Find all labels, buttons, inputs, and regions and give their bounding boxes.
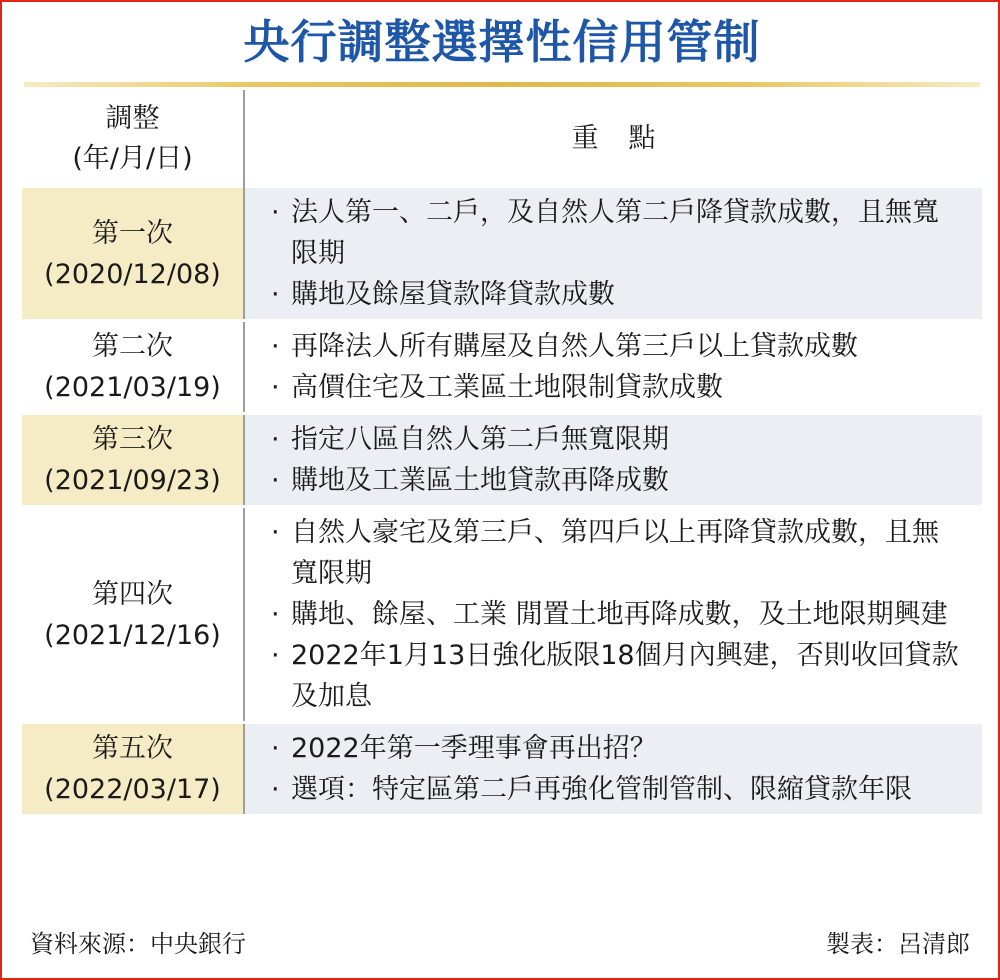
table-row bbox=[22, 188, 982, 321]
round-label: 第三次 bbox=[92, 424, 173, 455]
data-source-credit: 資料來源：中央銀行 bbox=[30, 930, 246, 958]
date-cell bbox=[22, 188, 244, 321]
header-date-format: (年/月/日) bbox=[72, 143, 193, 174]
round-date: (2021/03/19) bbox=[44, 372, 221, 403]
points-cell bbox=[244, 188, 982, 321]
list-item bbox=[271, 326, 962, 367]
list-item bbox=[271, 769, 962, 810]
bullet: · bbox=[271, 372, 280, 403]
list-item bbox=[271, 594, 962, 635]
point-text: 自然人豪宅及第三戶、第四戶以上再降貸款成數，且無寬限期 bbox=[291, 517, 939, 589]
round-date: (2020/12/08) bbox=[44, 258, 221, 290]
header-adjustment-label: 調整 bbox=[105, 103, 160, 134]
round-date: (2022/03/17) bbox=[44, 774, 221, 805]
round-label: 第五次 bbox=[92, 733, 173, 764]
point-text: 高價住宅及工業區土地限制貸款成數 bbox=[291, 372, 723, 403]
bullet: · bbox=[271, 774, 280, 805]
list-item bbox=[271, 192, 962, 274]
list-item bbox=[271, 635, 962, 717]
date-cell bbox=[22, 321, 244, 414]
table-row bbox=[22, 723, 982, 816]
date-cell bbox=[22, 723, 244, 816]
list-item bbox=[271, 274, 962, 315]
policy-adjustment-table bbox=[22, 90, 982, 817]
point-text: 2022年1月13日強化版限18個月內興建，否則收回貸款及加息 bbox=[291, 640, 959, 712]
point-text: 2022年第一季理事會再出招？ bbox=[291, 733, 657, 764]
table-row bbox=[22, 321, 982, 414]
bullet: · bbox=[271, 733, 280, 764]
table-row bbox=[22, 414, 982, 507]
list-item bbox=[271, 419, 962, 460]
bullet: · bbox=[271, 640, 280, 671]
page-title: 央行調整選擇性信用管制 bbox=[243, 15, 761, 69]
bullet: · bbox=[271, 331, 280, 362]
bullet: · bbox=[271, 465, 280, 496]
list-item bbox=[271, 512, 962, 594]
title-divider bbox=[24, 82, 980, 87]
header-adjustment-date bbox=[22, 90, 244, 188]
bullet: · bbox=[271, 279, 280, 310]
point-text: 指定八區自然人第二戶無寬限期 bbox=[291, 424, 669, 455]
points-cell bbox=[244, 507, 982, 723]
bullet: · bbox=[271, 599, 280, 630]
table-row bbox=[22, 507, 982, 723]
point-text: 再降法人所有購屋及自然人第三戶以上貸款成數 bbox=[291, 331, 858, 362]
round-label: 第一次 bbox=[92, 217, 173, 249]
points-cell bbox=[244, 723, 982, 816]
point-text: 購地及餘屋貸款降貸款成數 bbox=[291, 279, 615, 310]
point-text: 選項：特定區第二戶再強化管制管制、限縮貸款年限 bbox=[291, 774, 912, 805]
date-cell bbox=[22, 507, 244, 723]
round-label: 第四次 bbox=[92, 578, 173, 610]
table-maker-credit: 製表：呂清郎 bbox=[826, 930, 970, 958]
list-item bbox=[271, 728, 962, 769]
points-cell bbox=[244, 414, 982, 507]
bullet: · bbox=[271, 517, 280, 548]
list-item bbox=[271, 460, 962, 501]
point-text: 法人第一、二戶，及自然人第二戶降貸款成數，且無寬限期 bbox=[291, 197, 939, 269]
point-text: 購地及工業區土地貸款再降成數 bbox=[291, 465, 669, 496]
table-header-row bbox=[22, 90, 982, 188]
point-text: 購地、餘屋、工業 閒置土地再降成數，及土地限期興建 bbox=[291, 599, 948, 630]
round-label: 第二次 bbox=[92, 331, 173, 362]
bullet: · bbox=[271, 424, 280, 455]
round-date: (2021/09/23) bbox=[44, 465, 221, 496]
header-key-points: 重點 bbox=[244, 90, 982, 188]
round-date: (2021/12/16) bbox=[44, 619, 221, 651]
bullet: · bbox=[271, 197, 280, 228]
date-cell bbox=[22, 414, 244, 507]
points-cell bbox=[244, 321, 982, 414]
list-item bbox=[271, 367, 962, 408]
